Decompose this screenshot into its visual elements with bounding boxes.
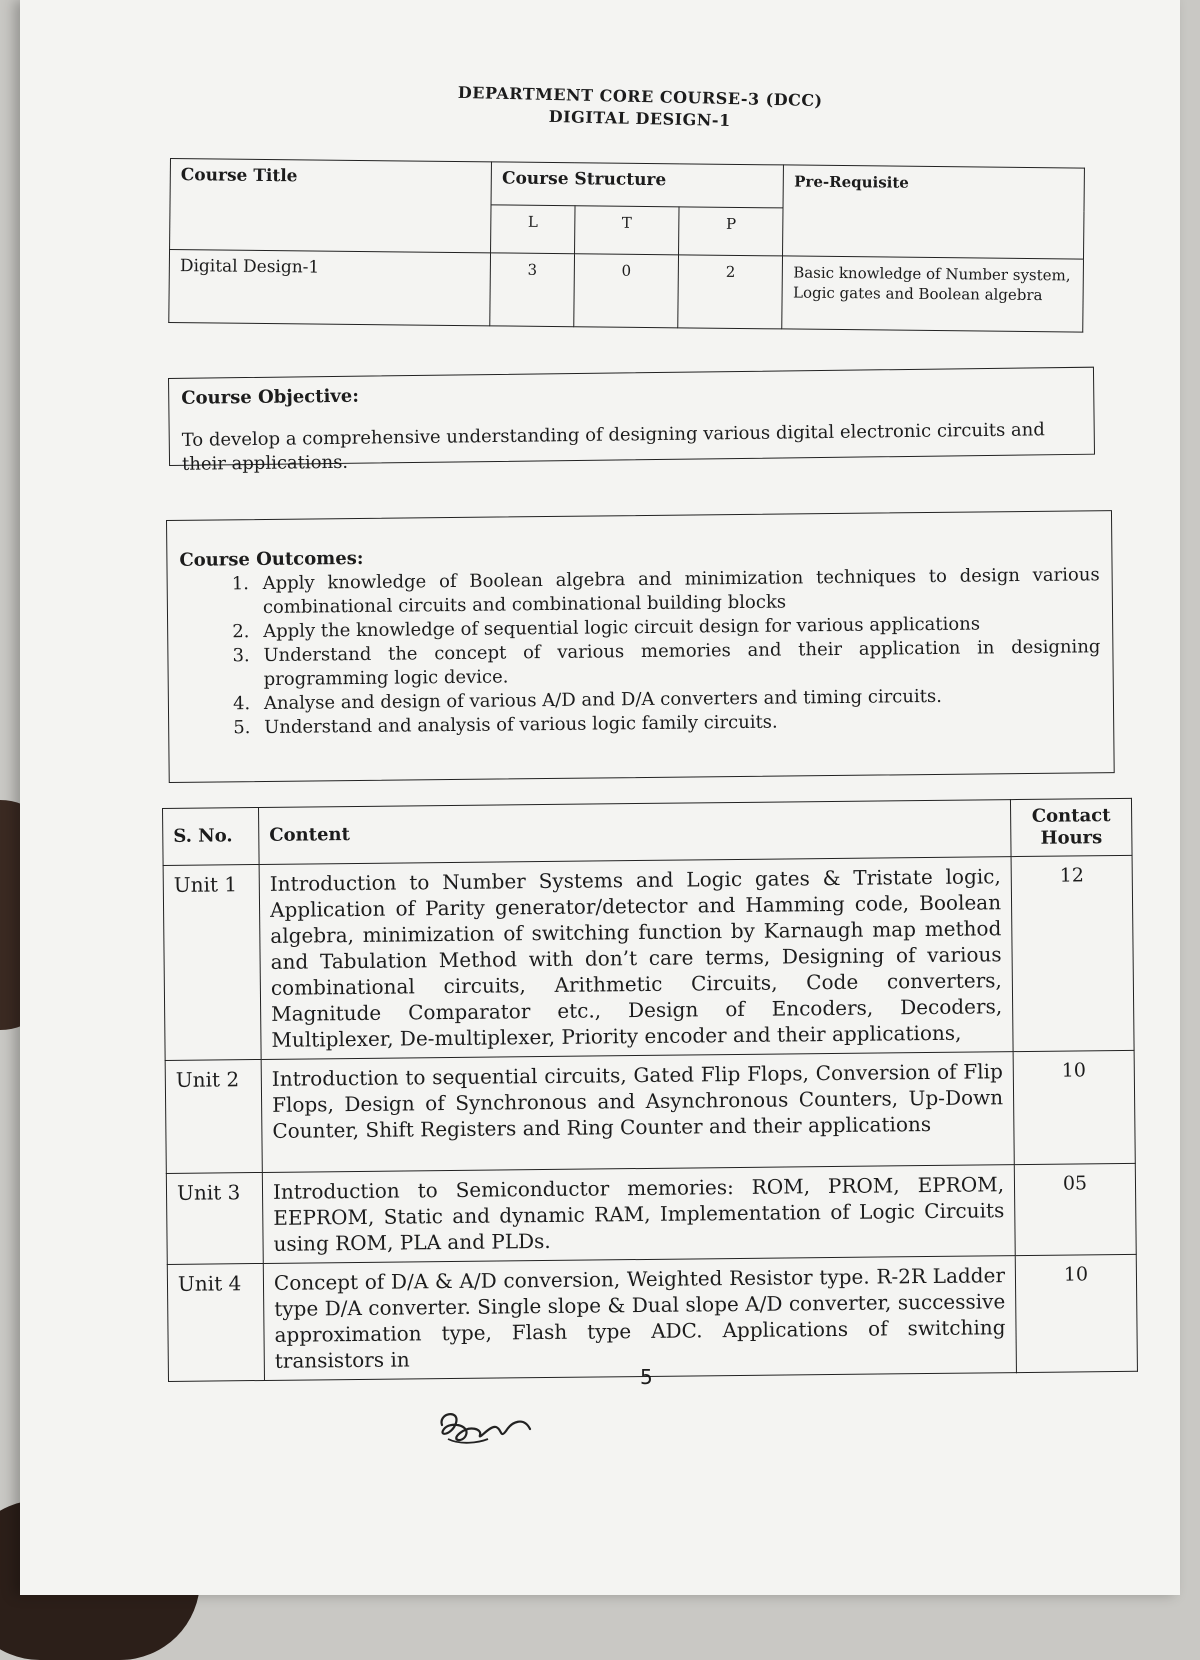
outcomes-list xyxy=(180,563,1102,741)
unit-label: Unit 2 xyxy=(165,1059,262,1173)
unit-hours: 10 xyxy=(1013,1050,1135,1164)
hours-header: Contact Hours xyxy=(1010,798,1132,856)
unit-content: Concept of D/A & A/D conversion, Weighted Resistor type. R-2R Ladder type D/A converter. Single slope & Dual slope A/D converter, successive approximation type, Flash type ADC. Applications of switching transistors in xyxy=(263,1256,1016,1381)
objective-title: Course Objective: xyxy=(181,385,360,409)
table-row xyxy=(163,855,1134,1060)
sno-header: S. No. xyxy=(163,807,260,865)
unit-content: Introduction to sequential circuits, Gated Flip Flops, Conversion of Flip Flops, Design of Synchronous and Asynchronous Counters, Up-Down Counter, Shift Registers and Ring Counter and their applications xyxy=(261,1052,1014,1173)
unit-label: Unit 1 xyxy=(163,864,261,1060)
document-page xyxy=(20,0,1180,1595)
unit-hours: 10 xyxy=(1015,1254,1137,1372)
course-structure-label: Course Structure xyxy=(491,162,784,208)
heading-line-1: DEPARTMENT CORE COURSE-3 (DCC) xyxy=(457,82,823,111)
table-row xyxy=(167,1254,1137,1381)
outcome-item: 1. Apply knowledge of Boolean algebra and minimization techniques to design various combinational circuits and combinational building blocks xyxy=(255,563,1100,620)
page-number: 5 xyxy=(640,1365,653,1389)
course-outcomes-box xyxy=(166,510,1115,783)
outcome-item: 2. Apply the knowledge of sequential logic circuit design for various applications xyxy=(255,611,1100,644)
l-value: 3 xyxy=(490,253,574,327)
course-title-value: Digital Design-1 xyxy=(169,250,491,326)
outcome-item: 5. Understand and analysis of various logic family circuits. xyxy=(256,707,1101,740)
table-row xyxy=(165,1050,1135,1173)
unit-content: Introduction to Semiconductor memories: ROM, PROM, EPROM, EEPROM, Static and dynamic RAM, Implementation of Logic Circuits using ROM, PLA and PLDs. xyxy=(262,1165,1015,1264)
content-table xyxy=(162,798,1138,1382)
unit-label: Unit 3 xyxy=(166,1172,263,1264)
outcomes-title: Course Outcomes: xyxy=(179,547,364,571)
content-header: Content xyxy=(258,800,1011,865)
objective-text: To develop a comprehensive understanding of designing various digital electronic circuits and their applications. xyxy=(181,419,1045,475)
prerequisite-value: Basic knowledge of Number system, Logic gates and Boolean algebra xyxy=(782,256,1083,332)
course-title-label: Course Title xyxy=(170,159,492,253)
prerequisite-label: Pre-Requisite xyxy=(783,165,1085,259)
p-value: 2 xyxy=(678,255,783,329)
unit-hours: 05 xyxy=(1014,1163,1136,1255)
course-objective-box xyxy=(168,367,1095,475)
l-label: L xyxy=(491,205,575,254)
unit-hours: 12 xyxy=(1011,855,1134,1051)
page-heading xyxy=(440,81,841,134)
t-label: T xyxy=(574,206,679,255)
p-label: P xyxy=(679,207,784,256)
heading-line-2: DIGITAL DESIGN-1 xyxy=(548,106,731,131)
unit-content: Introduction to Number Systems and Logic gates & Tristate logic, Application of Parity generator/detector and Hamming code, Boolean algebra, minimization of switching function by Karnaugh map method and Tabulation Method with don’t care terms, Designing of various combinational circuits, Arithmetic Circuits, Code converters, Magnitude Comparator etc., Design of Encoders, Decoders, Multiplexer, De-multiplexer, Priority encoder and their applications, xyxy=(259,857,1013,1060)
signature-icon xyxy=(430,1395,540,1455)
t-value: 0 xyxy=(574,254,679,328)
course-info-table xyxy=(168,158,1085,333)
table-row xyxy=(166,1163,1136,1264)
outcome-item: 4. Analyse and design of various A/D and D/A converters and timing circuits. xyxy=(256,683,1101,716)
unit-label: Unit 4 xyxy=(167,1263,264,1381)
outcome-item: 3. Understand the concept of various memories and their application in designing programming logic device. xyxy=(255,635,1100,692)
